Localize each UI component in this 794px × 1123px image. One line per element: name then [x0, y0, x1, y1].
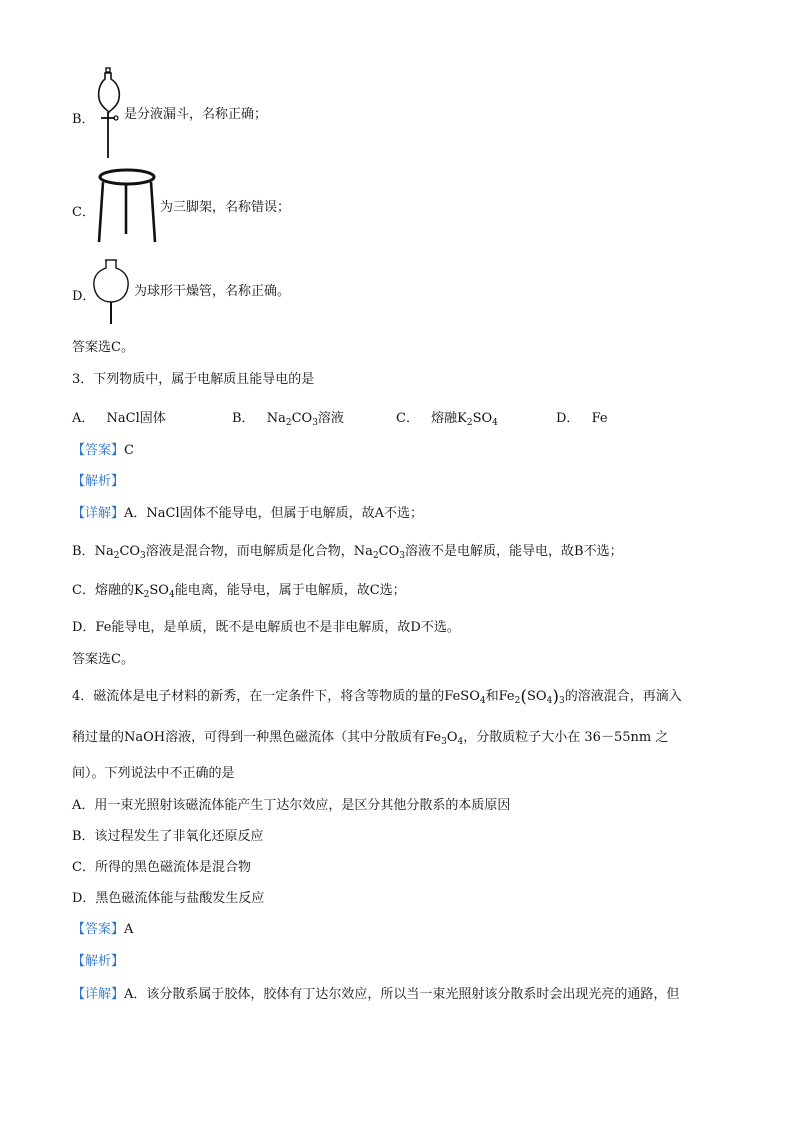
q4-analysis-label: 【解析】	[72, 954, 125, 969]
q3-answer-row	[72, 444, 134, 457]
q3-analysis-label: 【解析】	[72, 474, 125, 489]
q3-detail-label: 【详解】	[72, 506, 125, 521]
q3-choice-c-letter: C．	[396, 411, 419, 426]
q4-option-a: A．用一束光照射该磁流体能产生丁达尔效应，是区分其他分散系的本质原因	[72, 798, 511, 813]
q2-answer: 答案选C。	[72, 340, 134, 355]
q3-detail-b: B．$Na_2CO_3$溶液是混合物，而电解质是化合物，$Na_2CO_3$溶液不是电解质，能导电，故B不选；	[72, 544, 623, 561]
q3-choice-a-text: NaCl固体	[106, 411, 166, 426]
q3-detail-d: D．Fe能导电，是单质，既不是电解质也不是非电解质，故D不选。	[72, 620, 460, 635]
q2-option-c-text: 为三脚架，名称错误；	[160, 200, 291, 215]
q3-detail-c: C．熔融的$K_2SO_4$能电离，能导电，属于电解质，故C选；	[72, 583, 406, 600]
q3-choice-a-letter: A．	[72, 411, 95, 426]
q3-choice-d-text: Fe	[591, 411, 608, 426]
q4-answer-value: A	[124, 922, 134, 937]
q3-stem: 3．下列物质中，属于电解质且能导电的是	[72, 372, 315, 387]
tripod-drawing	[96, 168, 158, 244]
q4-stem-line-3: 间）。下列说法中不正确的是	[72, 766, 235, 781]
q4-option-b: B．该过程发生了非氧化还原反应	[72, 829, 264, 844]
q3-choice-b	[232, 407, 344, 428]
q3-choice-d	[556, 407, 608, 426]
q3-answer-label: 【答案】	[72, 443, 125, 458]
separatory-funnel-drawing	[92, 66, 128, 160]
q4-detail-a: 【详解】A．该分散系属于胶体，胶体有丁达尔效应，所以当一束光照射该分散系时会出现光亮的通路，但	[72, 987, 680, 1002]
q3-answer-value: C	[124, 443, 134, 458]
q3-choice-c-formula: $K_2SO_4$	[457, 411, 498, 428]
q4-option-c: C．所得的黑色磁流体是混合物	[72, 860, 251, 875]
q4-detail-label: 【详解】	[72, 987, 125, 1002]
q3-choice-d-letter: D．	[556, 411, 580, 426]
q3-conclusion: 答案选C。	[72, 652, 134, 667]
q2-option-d-text: 为球形干燥管，名称正确。	[134, 284, 291, 299]
q3-choice-b-formula: $Na_2CO_3$	[266, 411, 318, 428]
q3-choice-b-letter: B．	[232, 411, 255, 426]
q4-stem-line-1: 4．磁流体是电子材料的新秀，在一定条件下，将含等物质的量的FeSO$_4$和$Fe_2(SO_4)_3$的溶液混合，再滴入	[72, 687, 682, 707]
q4-stem-line-2: 稍过量的NaOH溶液，可得到一种黑色磁流体（其中分散质有$Fe_3O_4$，分散质粒子大小在 36－55nm 之	[72, 730, 669, 747]
q4-answer-row	[72, 923, 133, 936]
q3-detail-a: 【详解】A．NaCl固体不能导电，但属于电解质，故A不选；	[72, 506, 424, 521]
q3-choice-b-text: 溶液	[317, 411, 344, 426]
q2-option-d-letter: D．	[72, 289, 96, 304]
q4-answer-label: 【答案】	[72, 922, 125, 937]
drying-tube-drawing	[92, 258, 130, 326]
q2-option-b-letter: B．	[72, 112, 95, 127]
q3-choice-c-pre: 熔融	[431, 411, 458, 426]
q2-option-c-letter: C．	[72, 205, 95, 220]
q3-choice-c	[396, 407, 498, 428]
q4-option-d: D．黑色磁流体能与盐酸发生反应	[72, 891, 265, 906]
q2-option-b-text: 是分液漏斗，名称正确；	[124, 107, 268, 122]
q3-choice-a	[72, 407, 166, 426]
